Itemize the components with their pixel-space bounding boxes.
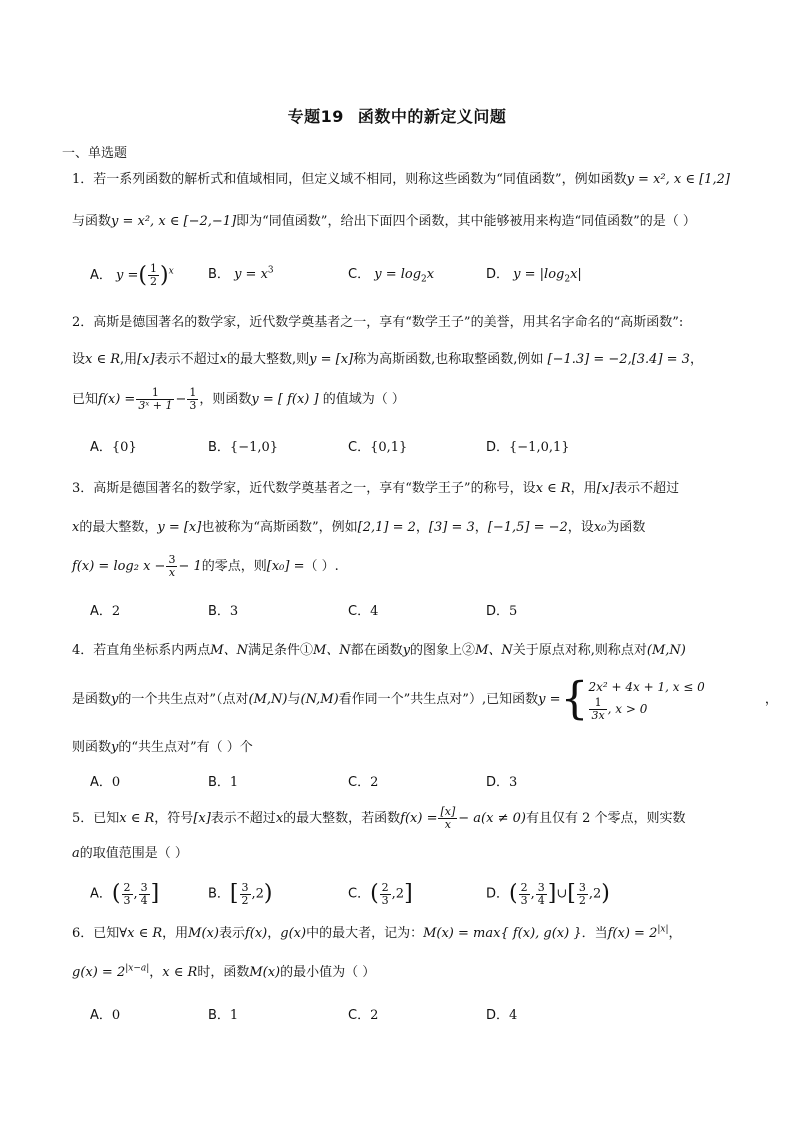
q5-option-a[interactable]: A．( $\frac{2}{3}$ , $\frac{3}{4}$ ] [90,880,160,907]
q3-option-b[interactable]: B．3 [208,604,239,619]
q5-option-c[interactable]: C．( $\frac{2}{3}$ ,2] [348,880,413,907]
q2-options [90,436,730,456]
q6-options [90,1004,730,1024]
q3-option-c[interactable]: C．4 [348,604,379,619]
q4-piecewise: 2x² + 4x + 1, x ≤ 0 $\frac{1}{3x}$ , x > 0 [588,680,705,722]
q1-options [90,262,730,288]
q1-example-2: y = x², x ∈ [−2,−1] [111,214,237,229]
q1-option-b[interactable]: B． $y = x^3$ [208,265,274,282]
q3-option-d[interactable]: D．5 [486,604,518,619]
q6-line-1: 6．已知∀x ∈ R，用M(x)表示f(x)，g(x)中的最大者，记为：M(x) = max{ f(x), g(x) }．当$f(x) = 2^{|x|}$， [72,924,682,941]
title-main: 专题19 [287,107,344,126]
q5-option-d[interactable]: D．( $\frac{2}{3}$ , $\frac{3}{4}$ ]∪[ $\frac{3}{2}$ ,2) [486,880,610,907]
q6-option-b[interactable]: B．1 [208,1008,239,1023]
q2-option-d[interactable]: D．{−1,0,1} [486,440,570,455]
q3-line-2: x的最大整数，y = [x]也被称为“高斯函数”，例如[2,1] = 2，[3] = 3，[−1,5] = −2，设x₀为函数 [72,520,646,535]
q1-option-d[interactable]: D． $y = |\log_2x|$ [486,267,582,285]
title-sub: 函数中的新定义问题 [357,107,507,126]
q3-line-3: f(x) = log₂ x − $\frac{3}{x}$ − 1的零点，则[x₀] =（ ）. [72,553,339,579]
page-title [0,104,794,127]
q2-option-b[interactable]: B．{−1,0} [208,440,279,455]
q1-option-c[interactable]: C． $y = \log_2x$ [348,267,435,285]
q5-options [90,880,730,908]
q4-options [90,771,730,791]
section-heading: 一、单选题 [62,146,128,161]
q4-line-3: 则函数y的“共生点对”有（ ）个 [72,740,253,755]
q4-option-d[interactable]: D．3 [486,775,518,790]
q2-line-3: 已知f(x) = $\frac{1}{\text{3ˣ + 1}}$ − $\frac{1}{3}$ ，则函数y = [ f(x) ] 的值域为（ ） [72,386,405,412]
q4-option-b[interactable]: B．1 [208,775,239,790]
q1-line-1: 1．若一系列函数的解析式和值域相同，但定义域不相同，则称这些函数为“同值函数”，例如函数y = x², x ∈ [1,2] [72,172,730,187]
q5-line-1: 5．已知x ∈ R，符号[x]表示不超过x的最大整数，若函数f(x) = $\frac{[x]}{x}$ − a(x ≠ 0)有且仅有 2 个零点，则实数 [72,805,686,831]
q4-option-c[interactable]: C．2 [348,775,379,790]
q6-line-2: $g(x) = 2^{|x-a|}$，x ∈ R时，函数M(x)的最小值为（ ） [72,963,376,980]
q3-options [90,600,730,620]
q1-line-2: 与函数y = x², x ∈ [−2,−1]即为“同值函数”，给出下面四个函数，其中能够被用来构造“同值函数”的是（ ） [72,214,696,229]
q6-option-c[interactable]: C．2 [348,1008,379,1023]
q6-option-a[interactable]: A．0 [90,1008,121,1023]
q5-option-b[interactable]: B．[ $\frac{3}{2}$ ,2) [208,880,273,907]
q3-line-1: 3．高斯是德国著名的数学家，近代数学奠基者之一，享有“数学王子”的称号，设x ∈ R，用[x]表示不超过 [72,481,680,496]
q4-line-2: 是函数y的一个共生点对”（点对(M,N)与(N,M)看作同一个”共生点对”）,已知函数y ={ 2x² + 4x + 1, x ≤ 0 $\frac{1}{3x}$ , x > 0 ， [72,673,778,725]
q6-option-d[interactable]: D．4 [486,1008,518,1023]
q2-option-c[interactable]: C．{0,1} [348,440,408,455]
q2-option-a[interactable]: A．{0} [90,440,137,455]
q3-option-a[interactable]: A．2 [90,604,121,619]
q2-line-2: 设x ∈ R,用[x]表示不超过x的最大整数,则y = [x]称为高斯函数,也称取整函数,例如 [−1.3] = −2,[3.4] = 3， [72,352,703,367]
q2-line-1: 2．高斯是德国著名的数学家，近代数学奠基者之一，享有“数学王子”的美誉，用其名字命名的“高斯函数”: [72,315,684,330]
q1-example-1: y = x², x ∈ [1,2] [626,172,730,187]
q5-line-2: a的取值范围是（ ） [72,846,188,861]
q1-option-a[interactable]: A． y =( $\frac{1}{2}$ )$^x$ [90,262,174,288]
q4-line-1: 4．若直角坐标系内两点M、N满足条件①M、N都在函数y的图象上②M、N关于原点对称,则称点对(M,N) [72,643,686,658]
q4-option-a[interactable]: A．0 [90,775,121,790]
